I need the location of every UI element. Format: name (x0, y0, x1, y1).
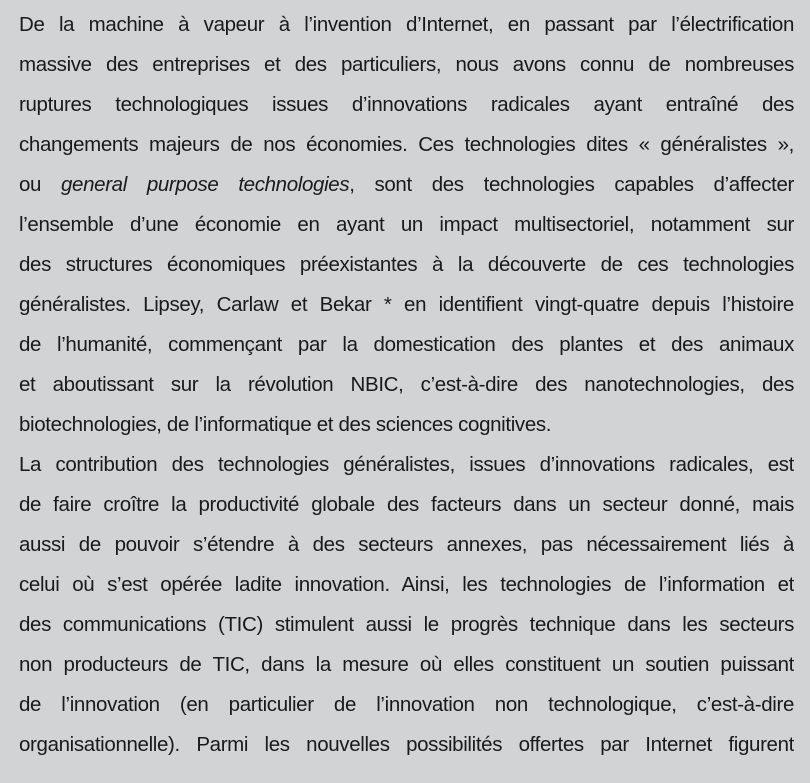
text-line: et aboutissant sur la révolution NBIC, c’est-à-dire des nanotechnologies, des (19, 373, 794, 396)
text-line: non producteurs de TIC, dans la mesure où elles constituent un soutien puissant (19, 653, 794, 676)
text-line: de faire croître la productivité globale des facteurs dans un secteur donné, mais (19, 493, 794, 516)
text-line: l’ensemble d’une économie en ayant un impact multisectoriel, notamment sur (19, 213, 794, 236)
text-line: De la machine à vapeur à l’invention d’Internet, en passant par l’électrification (19, 13, 794, 36)
text-line (19, 165, 794, 205)
text-line: de l’innovation (en particulier de l’innovation non technologique, c’est-à-dire (19, 693, 794, 716)
body-text (19, 5, 794, 765)
text-line: organisationnelle). Parmi les nouvelles possibilités offertes par Internet figurent (19, 733, 794, 756)
text-line: massive des entreprises et des particuliers, nous avons connu de nombreuses (19, 53, 794, 76)
paragraph-2 (19, 445, 794, 765)
text-line: des structures économiques préexistantes à la découverte de ces technologies (19, 253, 794, 276)
text-segment: ou (19, 173, 61, 196)
text-line: celui où s’est opérée ladite innovation. Ainsi, les technologies de l’information et (19, 573, 794, 596)
text-line: ruptures technologiques issues d’innovations radicales ayant entraîné des (19, 93, 794, 116)
text-line: biotechnologies, de l’informatique et des sciences cognitives. (19, 413, 552, 436)
text-line: changements majeurs de nos économies. Ces technologies dites « généralistes », (19, 133, 794, 156)
text-line: aussi de pouvoir s’étendre à des secteurs annexes, pas nécessairement liés à (19, 533, 794, 556)
italic-term: general purpose technologies (61, 173, 350, 196)
text-line: de l’humanité, commençant par la domestication des plantes et des animaux (19, 333, 794, 356)
text-line: des communications (TIC) stimulent aussi le progrès technique dans les secteurs (19, 613, 794, 636)
text-segment: , sont des technologies capables d’affecter (349, 173, 794, 196)
paragraph-1 (19, 5, 794, 445)
text-line: généralistes. Lipsey, Carlaw et Bekar * en identifient vingt-quatre depuis l’histoire (19, 293, 794, 316)
text-line: La contribution des technologies généralistes, issues d’innovations radicales, est (19, 453, 794, 476)
